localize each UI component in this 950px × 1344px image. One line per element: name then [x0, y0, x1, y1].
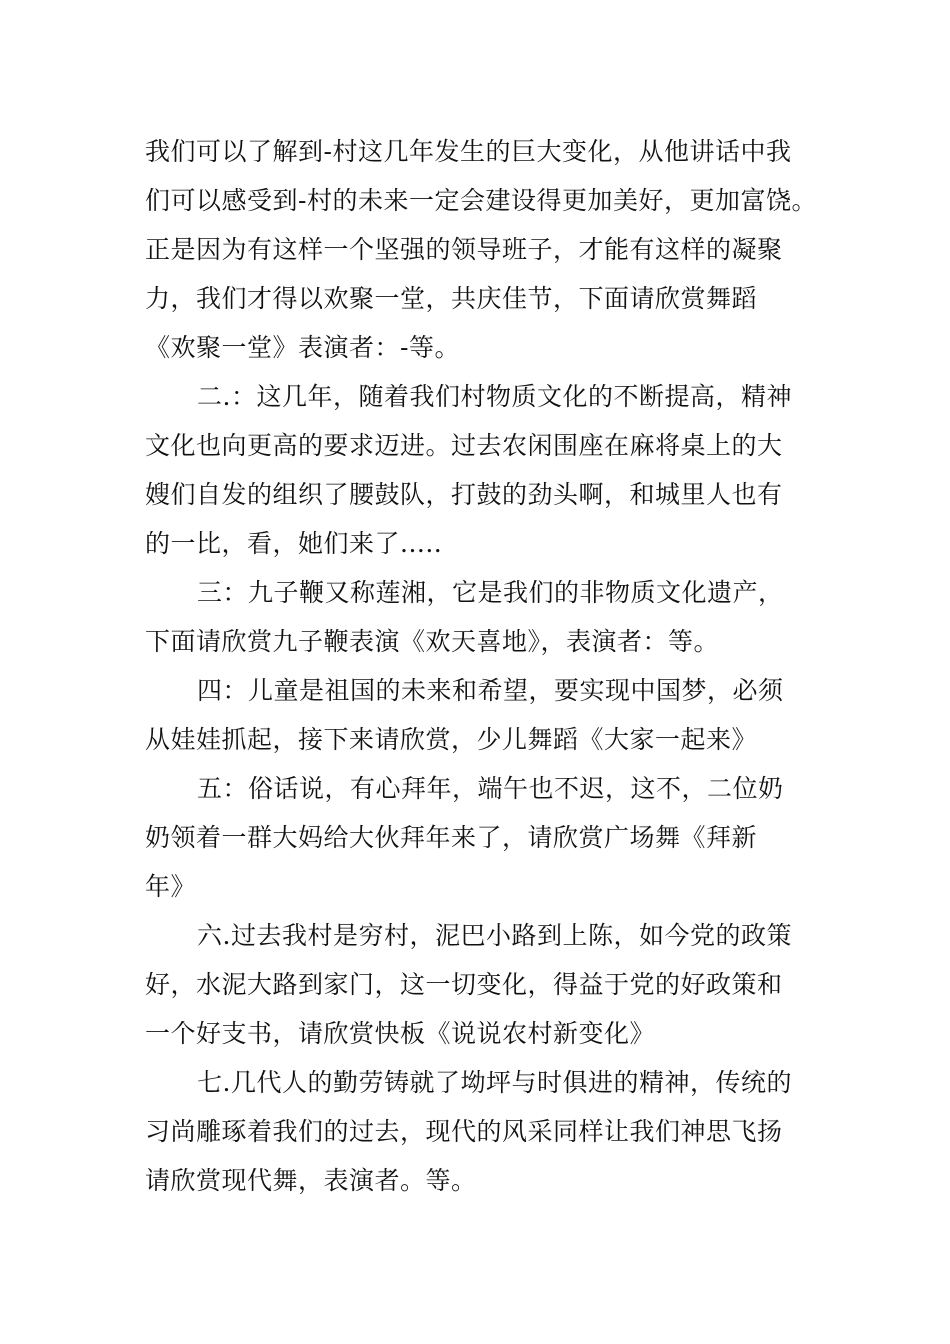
text-line: 正是因为有这样一个坚强的领导班子，才能有这样的凝聚 [145, 235, 783, 264]
text-line: 下面请欣赏九子鞭表演《欢天喜地》，表演者：等。 [145, 627, 720, 656]
text-line: 六.过去我村是穷村，泥巴小路到上陈，如今党的政策 [197, 921, 792, 950]
text-line: 二.：这几年，随着我们村物质文化的不断提高，精神 [197, 382, 792, 411]
paragraph-item-2 [145, 372, 825, 568]
paragraph-item-5 [145, 764, 825, 911]
text-line: 们可以感受到-村的未来一定会建设得更加美好，更加富饶。 [145, 186, 817, 215]
text-line: 《欢聚一堂》表演者：-等。 [145, 333, 460, 362]
text-line: 我们可以了解到-村这几年发生的巨大变化，从他讲话中我 [145, 137, 792, 166]
paragraph-item-7 [145, 1058, 825, 1205]
text-line: 的一比，看，她们来了..... [145, 529, 443, 558]
paragraph-item-4 [145, 666, 825, 764]
text-line: 嫂们自发的组织了腰鼓队，打鼓的劲头啊，和城里人也有 [145, 480, 783, 509]
text-line: 奶领着一群大妈给大伙拜年来了，请欣赏广场舞《拜新 [145, 823, 758, 852]
text-line: 四：儿童是祖国的未来和希望，要实现中国梦，必须 [197, 676, 784, 705]
text-line: 好，水泥大路到家门，这一切变化，得益于党的好政策和 [145, 970, 783, 999]
document-body [145, 127, 825, 1205]
text-line: 从娃娃抓起，接下来请欣赏，少儿舞蹈《大家一起来》 [145, 725, 758, 754]
text-line: 文化也向更高的要求迈进。过去农闲围座在麻将桌上的大 [145, 431, 783, 460]
text-line: 七.几代人的勤劳铸就了坳坪与时俱进的精神，传统的 [197, 1068, 792, 1097]
text-line: 请欣赏现代舞，表演者。等。 [145, 1166, 477, 1195]
text-line: 年》 [145, 872, 197, 901]
text-line: 力，我们才得以欢聚一堂，共庆佳节，下面请欣赏舞蹈 [145, 284, 758, 313]
paragraph-item-3 [145, 568, 825, 666]
paragraph-item-6 [145, 911, 825, 1058]
paragraph-continuation [145, 127, 825, 372]
text-line: 习尚雕琢着我们的过去，现代的风采同样让我们神思飞扬 [145, 1117, 783, 1146]
text-line: 三：九子鞭又称莲湘，它是我们的非物质文化遗产， [197, 578, 784, 607]
text-line: 五：俗话说，有心拜年，端午也不迟，这不，二位奶 [197, 774, 784, 803]
text-line: 一个好支书，请欣赏快板《说说农村新变化》 [145, 1019, 656, 1048]
